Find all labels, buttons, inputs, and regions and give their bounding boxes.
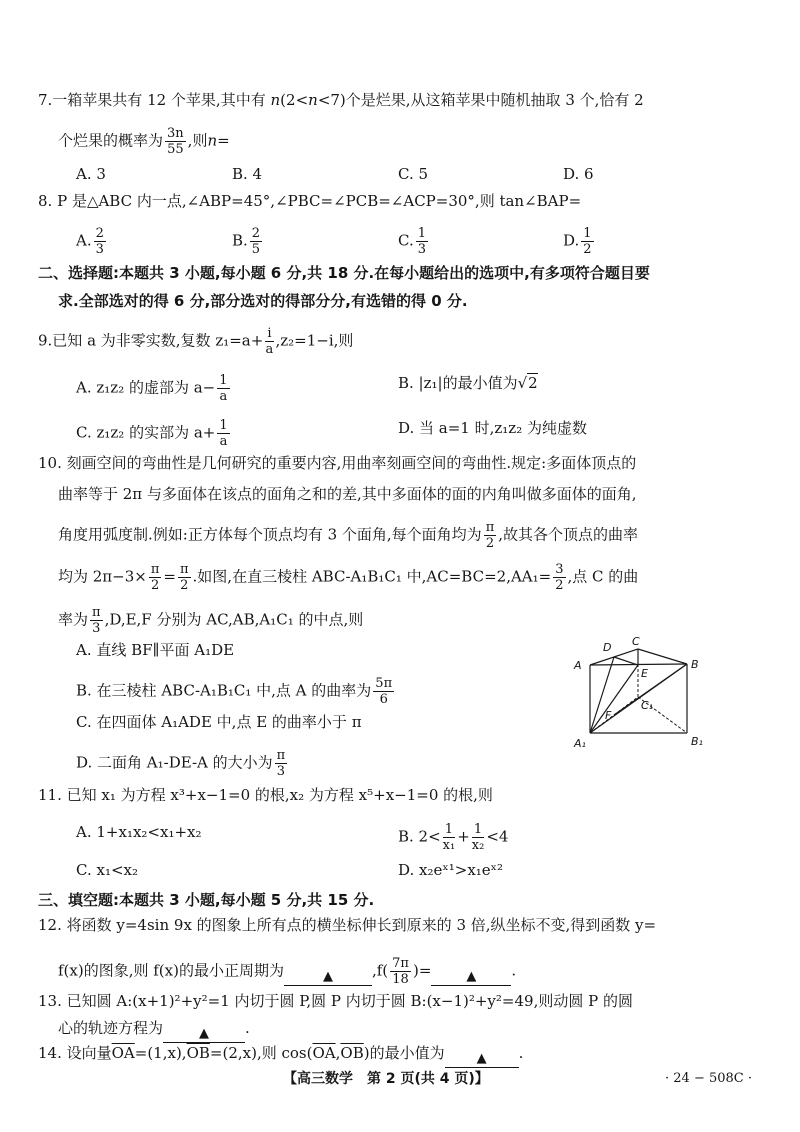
q11-option-b: B. 2< $\frac{1}{\text{x₁}}$ + $\frac{1}{\text{x₂}}$ <4 <box>398 822 509 853</box>
label-a: A <box>574 659 582 672</box>
triangle-icon: ▲ <box>199 1026 210 1041</box>
triangle-icon: ▲ <box>322 968 333 984</box>
label-e: E <box>641 667 648 680</box>
q10-line4: 均为 2π−3× $\frac{\pi}{2}$ = $\frac{\pi}{2}$ .如图,在直三棱柱 ABC-A₁B₁C₁ 中,AC=BC=2,AA₁= $\frac{3}{2}$ ,点 C 的曲 <box>58 562 639 593</box>
q7-option-a: A. 3 <box>76 165 106 183</box>
q14-answer-blank <box>445 1048 519 1068</box>
q7-option-b: B. 4 <box>232 165 263 183</box>
q7-line1: 7.一箱苹果共有 12 个苹果,其中有 n(2<n<7)个是烂果,从这箱苹果中随机抽取 3 个,恰有 2 <box>38 91 644 109</box>
q9-option-d: D. 当 a=1 时,z₁z₂ 为纯虚数 <box>398 419 587 437</box>
q13-line2: 心的轨迹方程为 ▲ . <box>58 1019 250 1041</box>
q7-option-d: D. 6 <box>563 165 594 183</box>
segment-a1e <box>590 665 638 733</box>
q7-line2: 个烂果的概率为 $\frac{3n}{55}$ ,则n= <box>58 126 230 157</box>
q8-stem: 8. P 是△ABC 内一点,∠ABP=45°,∠PBC=∠PCB=∠ACP=30°,则 tan∠BAP= <box>38 192 582 210</box>
page-footer <box>0 1069 800 1089</box>
q9-option-c: C. z₁z₂ 的实部为 a+ $\frac{1}{a}$ <box>76 418 228 449</box>
q14-stem: 14. 设向量$\overline{OA}=(1,x),\overline{OB}=(2,x)$,则 $\cos(\overline{OA},\overline{OB})$的最小值为 ▲ . <box>38 1044 524 1066</box>
q10-option-a: A. 直线 BF∥平面 A₁DE <box>76 641 235 659</box>
footer-page-info: 【高三数学 第 2 页(共 4 页)】 <box>283 1071 489 1087</box>
q7-option-c: C. 5 <box>398 165 429 183</box>
triangle-icon: ▲ <box>466 968 477 984</box>
footer-code: · 24 − 508C · <box>665 1071 752 1086</box>
q8-option-a: A. $\frac{2}{3}$ <box>76 226 104 257</box>
label-b1: B₁ <box>691 735 703 748</box>
q9-option-a: A. z₁z₂ 的虚部为 a− $\frac{1}{a}$ <box>76 373 228 404</box>
section3-heading: 三、填空题:本题共 3 小题,每小题 5 分,共 15 分. <box>38 891 375 909</box>
q11-option-d: D. x₂eˣ¹>x₁eˣ² <box>398 861 504 879</box>
q8-option-d: D. $\frac{1}{2}$ <box>563 226 592 257</box>
edge-cb <box>638 649 687 664</box>
section2-heading-line2: 求.全部选对的得 6 分,部分选对的得部分分,有选错的得 0 分. <box>58 292 468 310</box>
label-c1: C₁ <box>641 699 654 712</box>
q7-probability-fraction: $\frac{3n}{55}$ <box>167 126 184 157</box>
q13-answer-blank <box>163 1023 245 1043</box>
q10-option-d: D. 二面角 A₁-DE-A 的大小为 $\frac{\pi}{3}$ <box>76 748 286 779</box>
q12-line2: f(x)的图象,则 f(x)的最小正周期为 ▲ ,f( $\frac{7\pi}{18}$ )= ▲ . <box>58 956 517 987</box>
q10-line2: 曲率等于 2π 与多面体在该点的面角之和的差,其中多面体的面的内角叫做多面体的面角, <box>58 485 637 503</box>
label-d: D <box>603 641 612 654</box>
label-b: B <box>691 658 699 671</box>
q11-option-c: C. x₁<x₂ <box>76 861 138 879</box>
q11-stem: 11. 已知 x₁ 为方程 x³+x−1=0 的根,x₂ 为方程 x⁵+x−1=0 的根,则 <box>38 786 493 804</box>
q10-line5: 率为 $\frac{\pi}{3}$ ,D,E,F 分别为 AC,AB,A₁C₁ 的中点,则 <box>58 605 364 636</box>
segment-de <box>614 657 638 665</box>
q13-line1: 13. 已知圆 A:(x+1)²+y²=1 内切于圆 P,圆 P 内切于圆 B:(x−1)²+y²=49,则动圆 P 的圆 <box>38 992 633 1010</box>
q12-line1: 12. 将函数 y=4sin 9x 的图象上所有点的横坐标伸长到原来的 3 倍,纵坐标不变,得到函数 y= <box>38 916 657 934</box>
triangle-icon: ▲ <box>476 1051 487 1066</box>
q8-option-b: B. $\frac{2}{5}$ <box>232 226 261 257</box>
q10-line1: 10. 刻画空间的弯曲性是几何研究的重要内容,用曲率刻画空间的弯曲性.规定:多面体顶点的 <box>38 454 637 472</box>
q12-answer-blank-2 <box>431 966 511 986</box>
q12-answer-blank-1 <box>284 966 372 986</box>
prism-figure <box>570 635 710 750</box>
q10-line3: 角度用弧度制.例如:正方体每个顶点均有 3 个面角,每个面角均为 $\frac{\pi}{2}$ ,故其各个顶点的曲率 <box>58 520 639 551</box>
label-c: C <box>632 635 640 648</box>
q9-option-b: B. |z₁|的最小值为√2 <box>398 374 538 392</box>
q10-option-b: B. 在三棱柱 ABC-A₁B₁C₁ 中,点 A 的曲率为 $\frac{5\pi}{6}$ <box>76 676 393 707</box>
section2-heading-line1: 二、选择题:本题共 3 小题,每小题 6 分,共 18 分.在每小题给出的选项中,有多项符合题目要 <box>38 264 650 282</box>
label-f: F <box>605 709 612 722</box>
q7-var-n: n <box>270 91 281 109</box>
q10-option-c: C. 在四面体 A₁ADE 中,点 E 的曲率小于 π <box>76 713 362 731</box>
q9-stem: 9.已知 a 为非零实数,复数 z₁=a+ $\frac{i}{a}$ ,z₂=1−i,则 <box>38 326 354 357</box>
label-a1: A₁ <box>574 737 586 750</box>
q11-option-a: A. 1+x₁x₂<x₁+x₂ <box>76 823 202 841</box>
q8-option-c: C. $\frac{1}{3}$ <box>398 226 426 257</box>
